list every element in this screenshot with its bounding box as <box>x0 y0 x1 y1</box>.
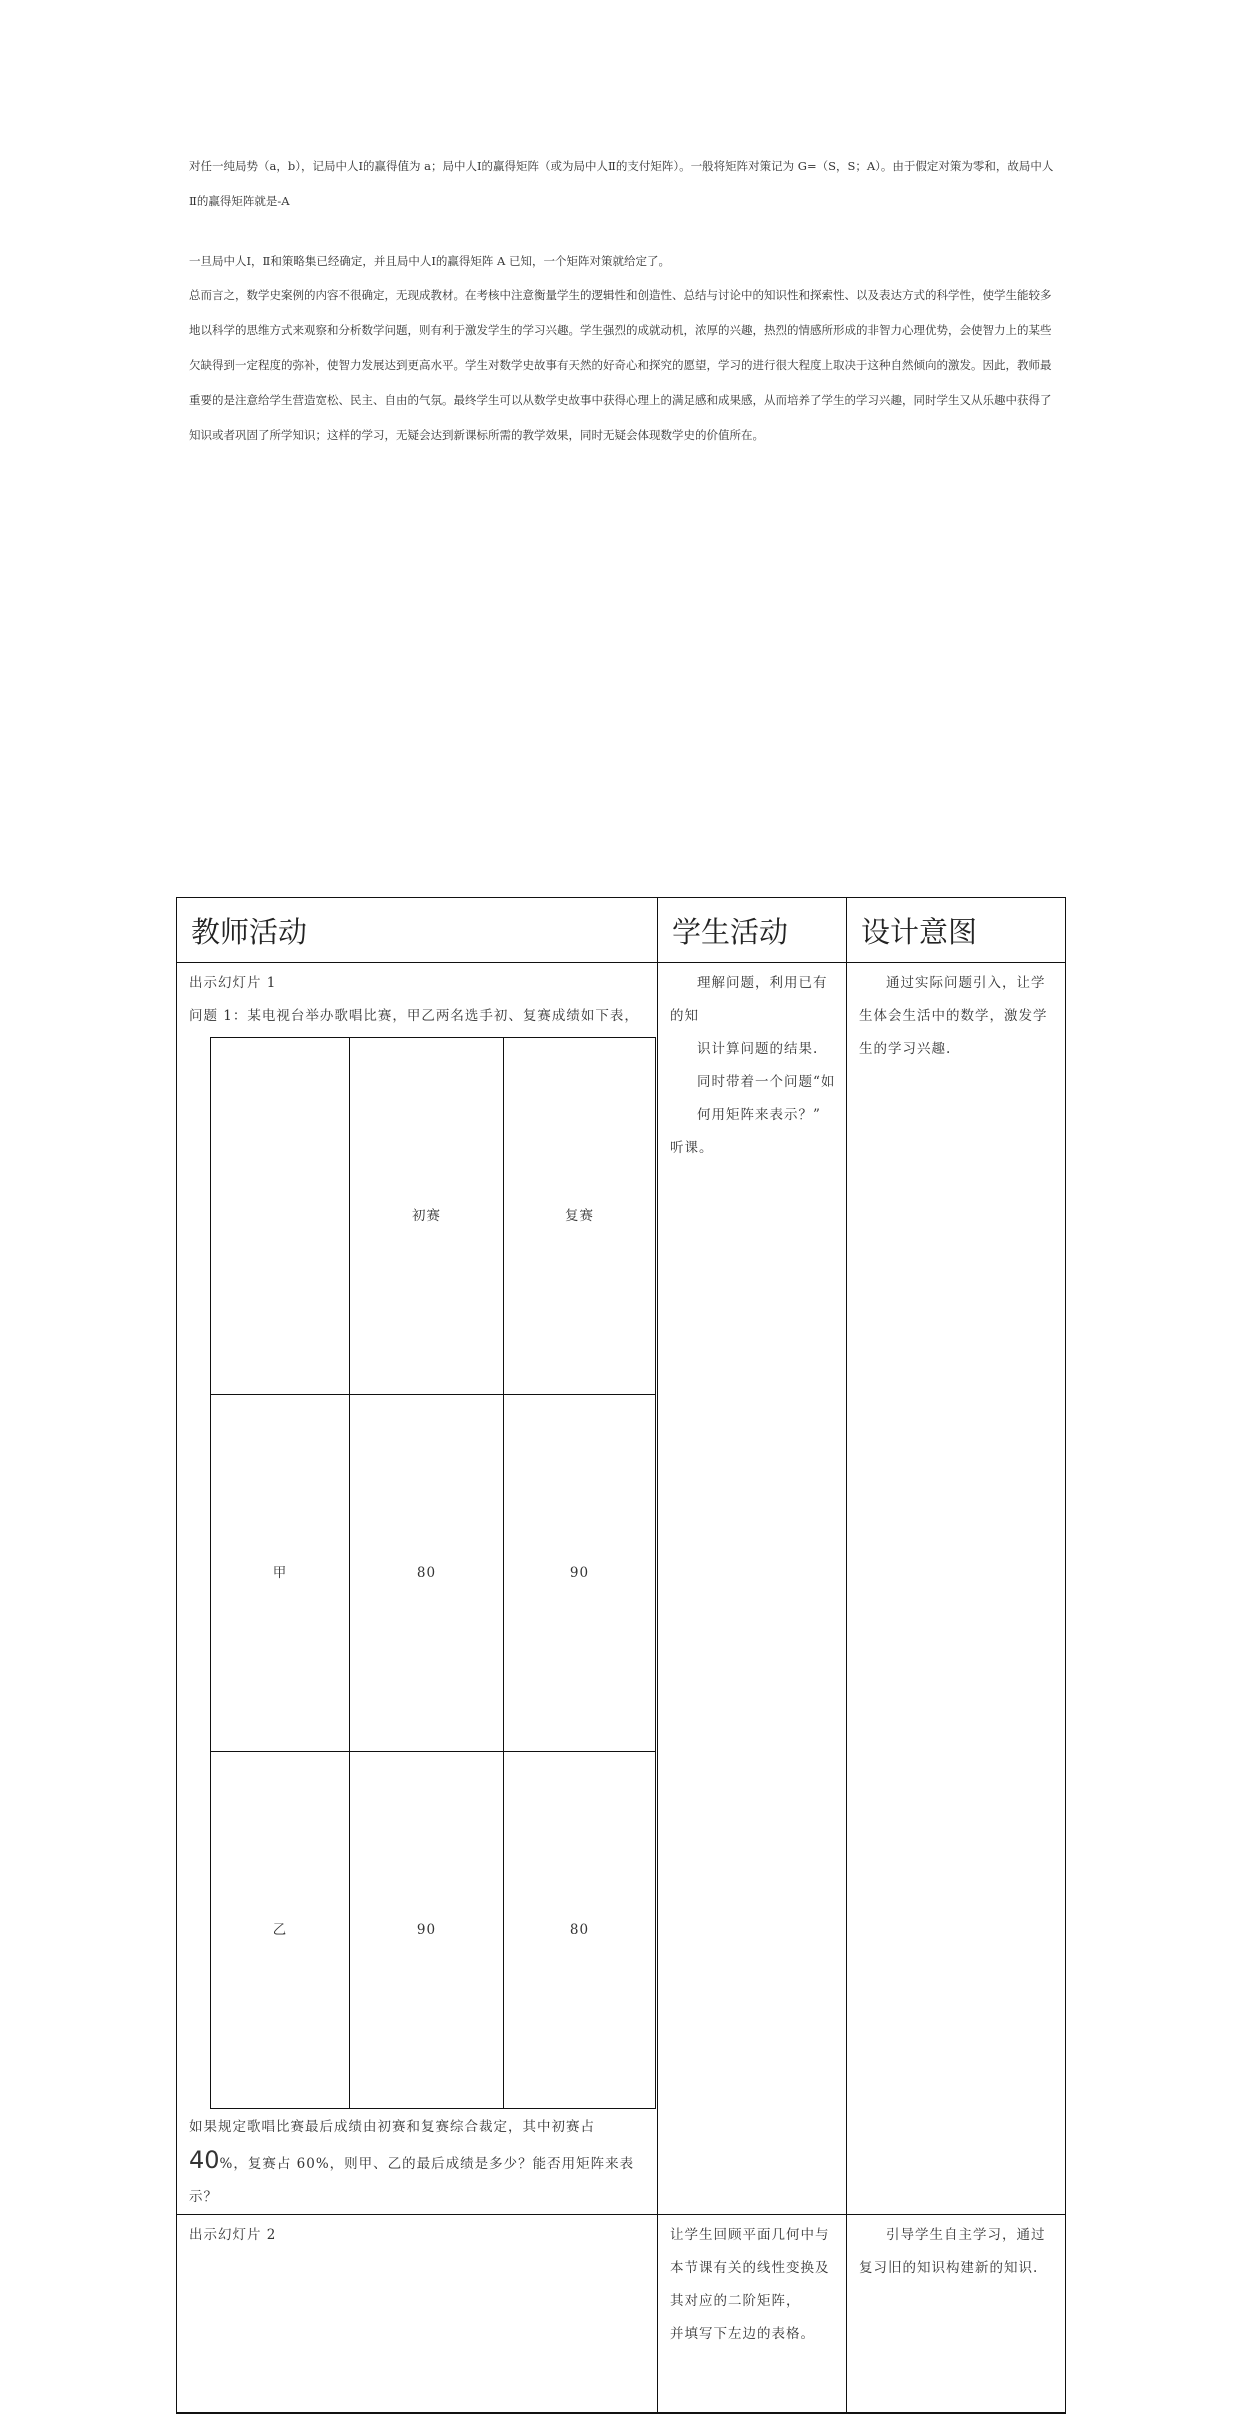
paragraph-matrix-defined: 一旦局中人Ⅰ，Ⅱ和策略集已经确定，并且局中人Ⅰ的赢得矩阵 A 已知，一个矩阵对策就给定了。 <box>189 254 671 268</box>
header-row <box>177 898 1066 963</box>
header-teacher-activity: 教师活动 <box>177 898 658 963</box>
student-cell-2 <box>658 2215 847 2414</box>
intent-text: 引导学生自主学习，通过复习旧的知识构建新的知识. <box>859 2227 1046 2276</box>
scoring-rule-percent: 40 <box>189 2146 220 2174</box>
score-table <box>210 1037 656 2109</box>
intent-cell-2 <box>847 2215 1066 2414</box>
intent-text: 通过实际问题引入，让学生体会生活中的数学，激发学生的学习兴趣. <box>859 975 1048 1057</box>
score-row <box>211 1395 656 1752</box>
scoring-rule-part-b: %，复赛占 60%，则甲、乙的最后成绩是多少？能否用矩阵来表示？ <box>189 2156 635 2205</box>
score-header-preliminary: 初赛 <box>350 1038 504 1395</box>
lesson-plan-table <box>176 897 1066 2414</box>
contestant-name: 乙 <box>211 1752 350 2109</box>
question-text: 问题 1：某电视台举办歌唱比赛，甲乙两名选手初、复赛成绩如下表， <box>189 1008 639 1024</box>
slide-label: 出示幻灯片 1 <box>189 975 277 991</box>
student-line: 听课。 <box>670 1140 714 1156</box>
slide-label: 出示幻灯片 2 <box>189 2227 277 2243</box>
score-header-final: 复赛 <box>504 1038 656 1395</box>
scoring-rule-text <box>189 2111 647 2214</box>
student-line: 识计算问题的结果. <box>697 1041 819 1057</box>
teacher-cell-2 <box>177 2215 658 2414</box>
score-value: 80 <box>504 1752 656 2109</box>
score-value: 80 <box>350 1395 504 1752</box>
student-line: 并填写下左边的表格。 <box>670 2326 815 2342</box>
intent-cell-1 <box>847 963 1066 2215</box>
paragraph-summary: 总而言之，数学史案例的内容不很确定，无现成教材。在考核中注意衡量学生的逻辑性和创造性、总结与讨论中的知识性和探索性、以及表达方式的科学性，使学生能较多地以科学的思维方式来观察和分析数学问题，则有利于激发学生的学习兴趣。学生强烈的成就动机，浓厚的兴趣，热烈的情感所形成的非智力心理优势，会使智力上的某些欠缺得到一定程度的弥补，使智力发展达到更高水平。学生对数学史故事有天然的好奇心和探究的愿望，学习的进行很大程度上取决于这种自然倾向的激发。因此，教师最重要的是注意给学生营造宽松、民主、自由的气氛。最终学生可以从数学史故事中获得心理上的满足感和成果感，从而培养了学生的学习兴趣，同时学生又从乐趣中获得了知识或者巩固了所学知识；这样的学习，无疑会达到新课标所需的教学效果，同时无疑会体现数学史的价值所在。 <box>189 288 1052 442</box>
student-cell-1 <box>658 963 847 2215</box>
table-row <box>177 963 1066 2215</box>
student-line: 何用矩阵来表示？” <box>697 1107 821 1123</box>
score-value: 90 <box>350 1752 504 2109</box>
score-row <box>211 1752 656 2109</box>
student-line: 其对应的二阶矩阵， <box>670 2293 801 2309</box>
table-row <box>177 2215 1066 2414</box>
header-student-activity: 学生活动 <box>658 898 847 963</box>
scoring-rule-part-a: 如果规定歌唱比赛最后成绩由初赛和复赛综合裁定，其中初赛占 <box>189 2119 595 2135</box>
score-table-corner <box>211 1038 350 1395</box>
student-line: 同时带着一个问题“如 <box>697 1074 836 1090</box>
header-design-intent: 设计意图 <box>847 898 1066 963</box>
score-value: 90 <box>504 1395 656 1752</box>
teacher-cell-1 <box>177 963 658 2215</box>
student-line: 理解问题，利用已有的知 <box>670 975 828 1024</box>
paragraph-matrix-game: 对任一纯局势（a，b），记局中人Ⅰ的赢得值为 a；局中人Ⅰ的赢得矩阵（或为局中人Ⅱ的支付矩阵）。一般将矩阵对策记为 G=（S，S；A）。由于假定对策为零和，故局中人Ⅱ的赢得矩阵就是-A <box>189 159 1054 208</box>
contestant-name: 甲 <box>211 1395 350 1752</box>
student-line: 本节课有关的线性变换及 <box>670 2260 830 2276</box>
student-line: 让学生回顾平面几何中与 <box>670 2227 830 2243</box>
